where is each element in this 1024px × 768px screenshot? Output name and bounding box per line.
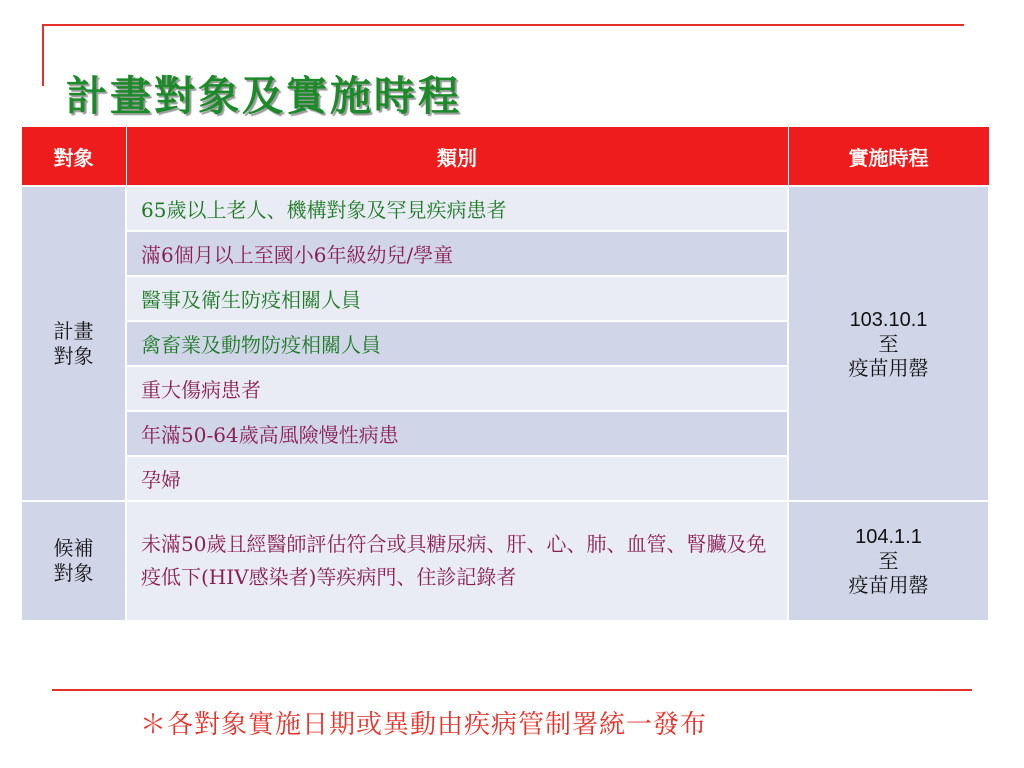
planned-group-text: 計畫 對象 <box>53 318 94 368</box>
category-cell: 禽畜業及動物防疫相關人員 <box>126 321 788 366</box>
table-header-row <box>21 127 989 187</box>
footnote: ＊各對象實施日期或異動由疾病管制署統一發布 <box>140 710 708 740</box>
alternate-period-end: 疫苗用罄 <box>848 573 929 597</box>
planned-period-end: 疫苗用罄 <box>848 355 929 380</box>
alternate-category-cell: 未滿50歲且經醫師評估符合或具糖尿病、肝、心、肺、血管、腎臟及免疫低下(HIV感染者)等疾病門、住診記錄者 <box>126 501 788 621</box>
table-row <box>21 501 989 621</box>
category-cell: 重大傷病患者 <box>126 366 788 411</box>
header-schedule: 實施時程 <box>788 127 989 187</box>
schedule-table <box>20 126 990 622</box>
slide-title: 計畫對象及實施時程 <box>66 72 462 120</box>
accent-top-line <box>42 24 964 26</box>
header-category: 類別 <box>126 127 788 187</box>
planned-period-cell <box>788 186 989 501</box>
accent-vertical-line <box>42 24 44 86</box>
category-cell: 醫事及衛生防疫相關人員 <box>126 276 788 321</box>
accent-bottom-line <box>52 689 972 691</box>
category-cell: 孕婦 <box>126 456 788 501</box>
alternate-group-label <box>21 501 126 621</box>
planned-period-to: 至 <box>878 331 899 356</box>
category-cell: 滿6個月以上至國小6年級幼兒/學童 <box>126 231 788 276</box>
category-cell: 65歲以上老人、機構對象及罕見疾病患者 <box>126 186 788 231</box>
header-target: 對象 <box>21 127 126 187</box>
alternate-period-cell <box>788 501 989 621</box>
planned-start-date: 103.10.1 <box>849 308 928 331</box>
alternate-period-to: 至 <box>878 549 899 573</box>
planned-group-label <box>21 186 126 501</box>
category-cell: 年滿50-64歲高風險慢性病患 <box>126 411 788 456</box>
alternate-group-text: 候補 對象 <box>53 536 94 585</box>
table-row <box>21 186 989 231</box>
alternate-start-date: 104.1.1 <box>855 526 922 548</box>
